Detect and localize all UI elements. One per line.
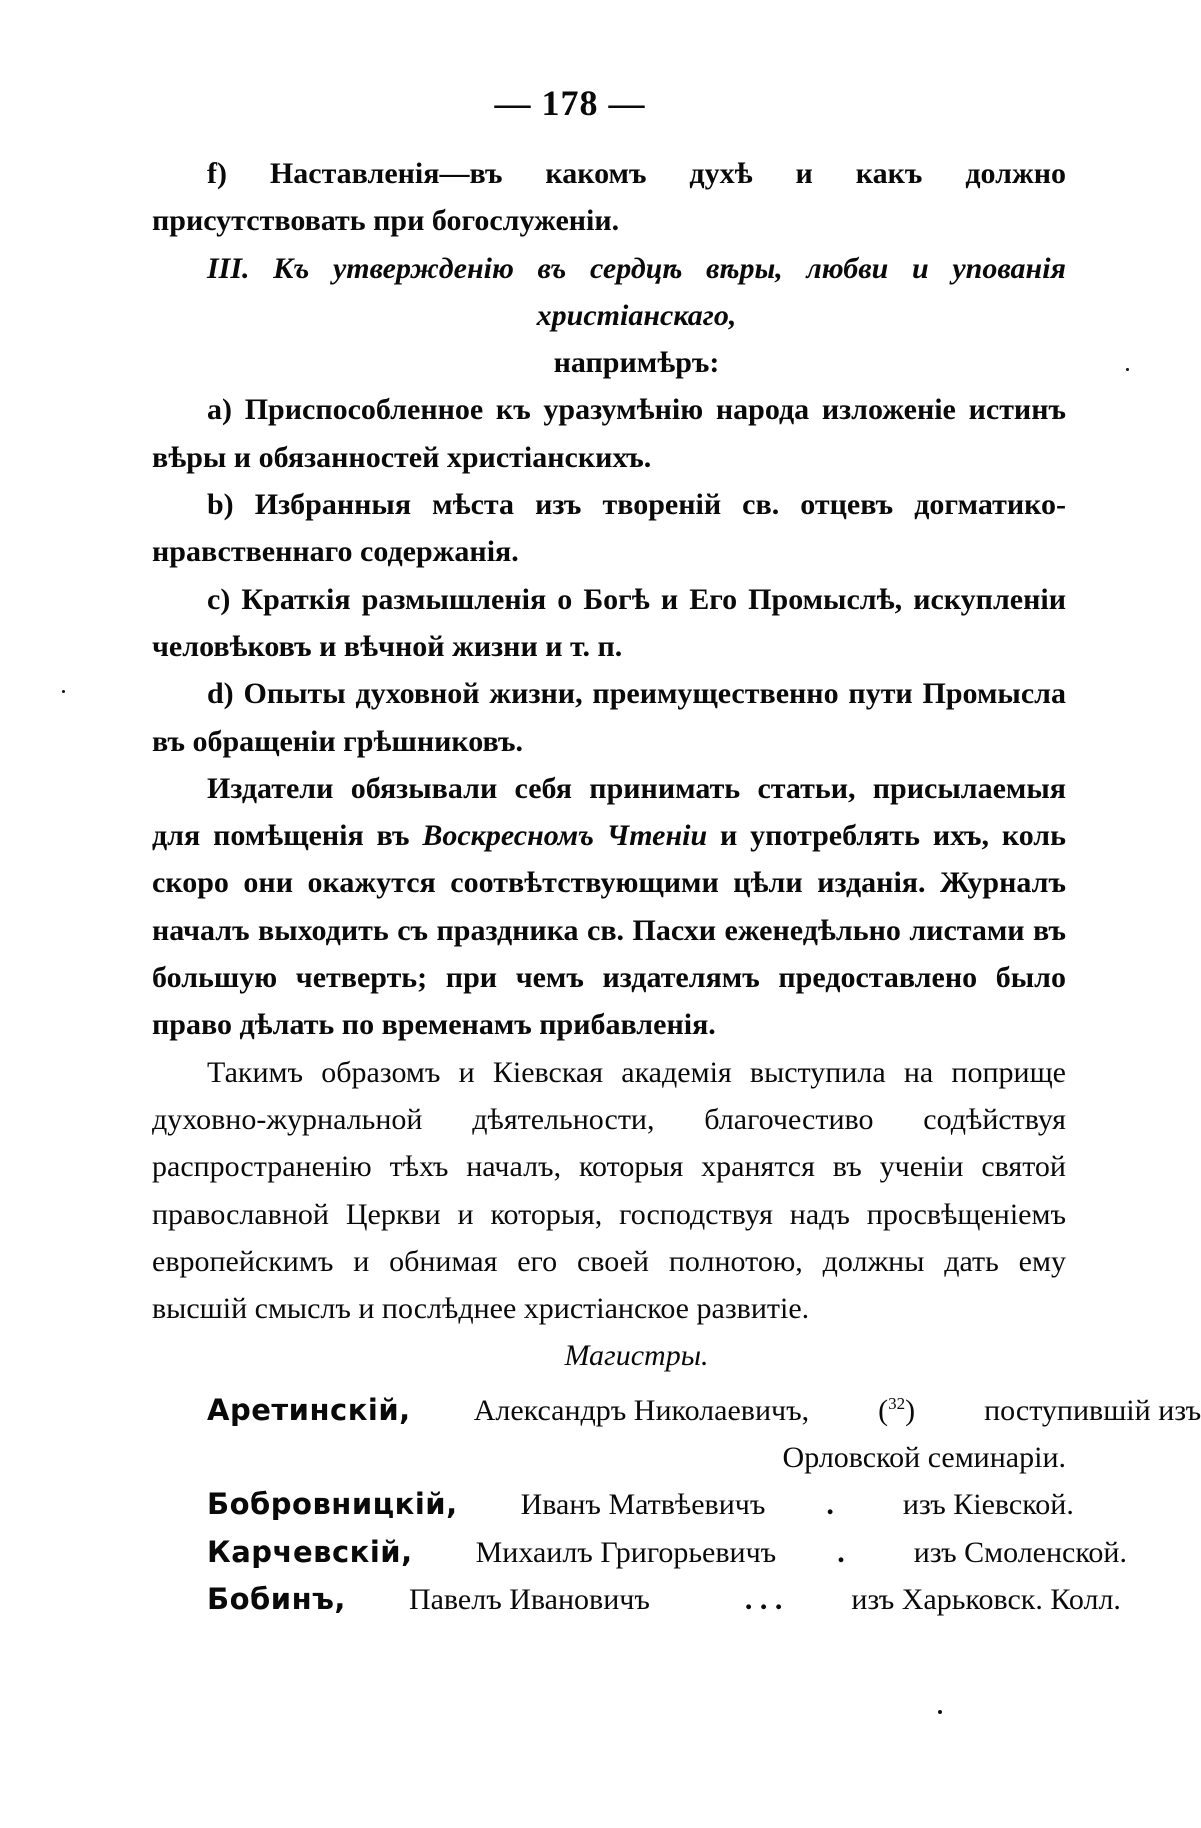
- magister-given-name: Павелъ Ивановичъ: [408, 1582, 650, 1616]
- list-item-f: f) Наставленія—въ какомъ духѣ и какъ должно присутствовать при богослуженіи.: [152, 157, 1066, 238]
- footnote-reference: ($^{32}$): [878, 1393, 916, 1427]
- magister-surname: Карчевскій,: [207, 1534, 413, 1569]
- magister-entry: [152, 1576, 1121, 1623]
- footnote-number: 32: [888, 1393, 906, 1413]
- paragraph-publishers-end: и употреблять ихъ, коль скоро они окажутся соотвѣтствующими цѣли изданія. Журналъ началъ выходить съ праздника св. Пасхи еженедѣльно листами въ большую четверть; при чемъ издателямъ предоставлено было право дѣлать по временамъ прибавленія.: [152, 819, 1067, 1042]
- list-item-b: b) Избранныя мѣста изъ твореній св. отцевъ догматико-нравственнаго содержанія.: [152, 488, 1066, 569]
- section-iii-heading: III. Къ утвержденію въ сердцѣ вѣры, любви и упованія: [207, 251, 1066, 285]
- magister-origin: изъ Смоленской.: [913, 1535, 1127, 1569]
- leader-dots: .: [826, 1488, 834, 1522]
- magister-surname: Аретинскій,: [207, 1392, 411, 1427]
- print-speck: [938, 1710, 942, 1714]
- page-number: — 178 —: [494, 83, 646, 123]
- list-item-c: c) Краткія размышленія о Богѣ и Его Промыслѣ, искупленіи человѣковъ и вѣчной жизни и т. п.: [152, 582, 1066, 663]
- magister-entry: [152, 1380, 1201, 1434]
- magister-given-name: Александръ Николаевичъ,: [473, 1393, 810, 1427]
- magister-origin: изъ Кіевской.: [902, 1488, 1074, 1522]
- magister-entry: [152, 1481, 1074, 1528]
- print-speck: [1126, 368, 1129, 371]
- list-item-d: d) Опыты духовной жизни, преимущественно пути Промысла въ обращеніи грѣшниковъ.: [152, 677, 1066, 758]
- paragraph-publishers: [152, 765, 1066, 1049]
- magister-given-name: Михаилъ Григорьевичъ: [475, 1535, 777, 1569]
- magister-surname: Бобинъ,: [207, 1581, 346, 1616]
- section-iii-heading-continued: христіанскаго,: [536, 298, 737, 332]
- magistry-heading: Магистры.: [564, 1339, 709, 1373]
- magister-surname: Бобровницкій,: [207, 1487, 458, 1522]
- naprimer-label: напримѣръ:: [553, 346, 720, 380]
- magister-origin: изъ Харьковск. Колл.: [851, 1582, 1121, 1616]
- magister-given-name: Иванъ Матвѣевичъ: [520, 1488, 766, 1522]
- magister-entry: [152, 1529, 1127, 1576]
- leader-dots: .: [837, 1535, 845, 1569]
- print-speck: [62, 690, 65, 693]
- paragraph-academy: Такимъ образомъ и Кіевская академія выступила на поприще духовно-журнальной дѣятельности, благочестиво содѣйствуя распространенію тѣхъ началъ, которыя хранятся въ ученіи святой православной Церкви и которыя, господствуя надъ просвѣщеніемъ европейскимъ и обнимая его своей полнотою, должны дать ему высшій смыслъ и послѣднее христіанское развитіе.: [152, 1055, 1066, 1326]
- page-body: [152, 150, 1201, 1623]
- paragraph-publishers-start: Издатели обязывали себя принимать статьи, присылаемыя для помѣщенія въ: [152, 771, 1066, 853]
- journal-title: Воскресномъ Чтеніи: [422, 819, 708, 853]
- leader-dots: . . .: [744, 1582, 783, 1616]
- list-item-a: a) Приспособленное къ уразумѣнію народа изложеніе истинъ вѣры и обязанностей христіанскихъ.: [152, 393, 1066, 474]
- magister-origin: поступившій изъ: [984, 1393, 1201, 1427]
- magister-origin-continued: Орловской семинаріи.: [782, 1441, 1066, 1475]
